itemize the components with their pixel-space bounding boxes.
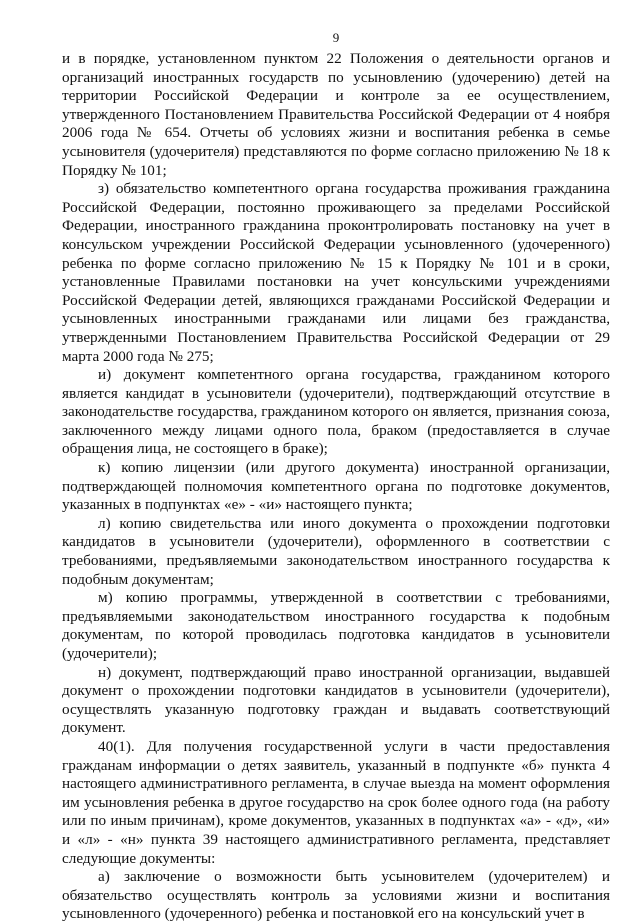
paragraph-item-k: к) копию лицензии (или другого документа) иностранной организации, подтверждающей полномочия компетентного органа по подготовке документов, указанных в подпунктах «е» - «и» настоящего пункта; [62, 459, 610, 514]
paragraph-section-40-1: 40(1). Для получения государственной услуги в части предоставления гражданам информации о детях заявитель, указанный в подпункте «б» пункта 4 настоящего административного регламента, в случае выезда на момент оформления им усыновления ребенка в другое государство на срок более одного года (на работу или по иным причинам), кроме документов, указанных в подпунктах «а» - «д», «и» и «л» - «н» пункта 39 настоящего административного регламента, представляет следующие документы: [62, 737, 610, 867]
paragraph-item-z: з) обязательство компетентного органа государства проживания гражданина Российской Федерации, постоянно проживающего за пределами Российской Федерации, иностранного гражданина проконтролировать постановку на учет в консульском учреждении Российской Федерации усыновленного (удочеренного) ребенка по форме согласно приложению № 15 к Порядку № 101 и в сроки, установленные Правилами постановки на учет консульскими учреждениями Российской Федерации детей, являющихся гражданами Российской Федерации и усыновленных иностранными гражданами или лицами без гражданства, утвержденными Постановлением Правительства Российской Федерации от 29 марта 2000 года № 275; [62, 180, 610, 365]
document-page [62, 30, 610, 924]
paragraph-item-n: н) документ, подтверждающий право иностранной организации, выдавшей документ о прохождении подготовки кандидатов в усыновители (удочерители), осуществлять указанную подготовку граждан и выдавать соответствующий документ. [62, 663, 610, 737]
paragraph-item-i: и) документ компетентного органа государства, гражданином которого является кандидат в усыновители (удочерители), подтверждающий отсутствие в законодательстве государства, гражданином которого он является, признания союза, заключенного между лицами одного пола, браком (предоставляется в случае обращения лица, не состоящего в браке); [62, 366, 610, 458]
paragraph-item-l: л) копию свидетельства или иного документа о прохождении подготовки кандидатов в усыновители (удочерители), оформленного в соответствии с требованиями, предъявляемыми законодательством иностранного государства к подобным документам; [62, 514, 610, 588]
paragraph-item-m: м) копию программы, утвержденной в соответствии с требованиями, предъявляемыми законодательством иностранного государства к подобным документам, по которой проводилась подготовка кандидатов в усыновители (удочерители); [62, 589, 610, 662]
page-number: 9 [332, 30, 340, 45]
paragraph-item-a: а) заключение о возможности быть усыновителем (удочерителем) и обязательство осуществлять контроль за условиями жизни и воспитания усыновленного (удочеренного) ребенка и постановкой его на консульский учет в [62, 868, 610, 923]
paragraph-continuation: и в порядке, установленном пунктом 22 Положения о деятельности органов и организаций иностранных государств по усыновлению (удочерению) детей на территории Российской Федерации и контроле за ее осуществлением, утвержденного Постановлением Правительства Российской Федерации от 4 ноября 2006 года № 654. Отчеты об условиях жизни и воспитания ребенка в семье усыновителя (удочерителя) представляются по форме согласно приложению № 18 к Порядку № 101; [62, 50, 610, 179]
